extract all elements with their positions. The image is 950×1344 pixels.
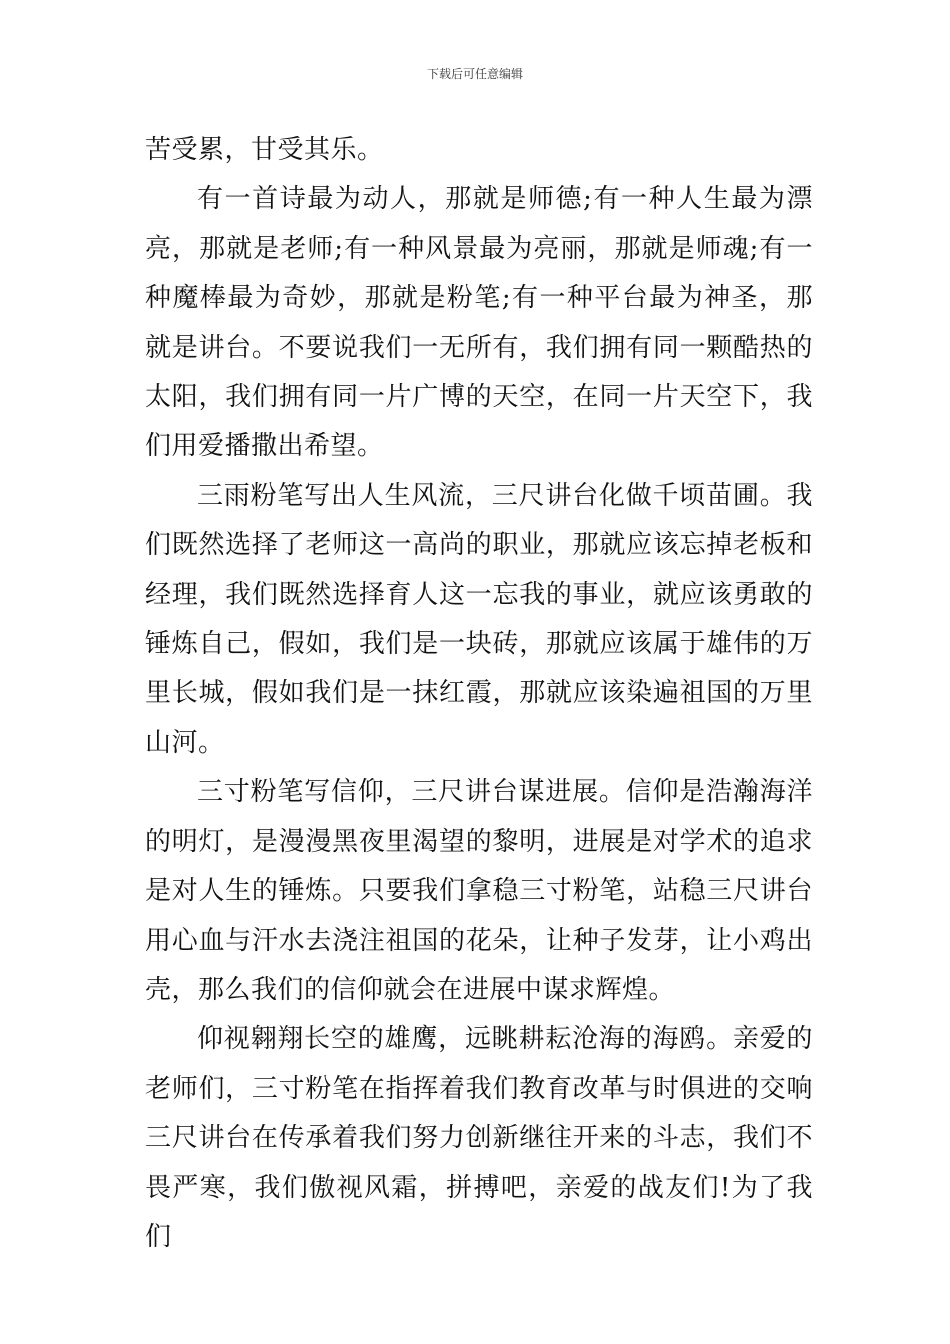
document-body	[145, 126, 813, 1262]
page-header-note: 下载后可任意编辑	[426, 67, 523, 81]
paragraph-3: 三雨粉笔写出人生风流，三尺讲台化做千顷苗圃。我们既然选择了老师这一高尚的职业，那就应该忘掉老板和经理，我们既然选择育人这一忘我的事业，就应该勇敢的锤炼自己，假如，我们是一块砖，那就应该属于雄伟的万里长城，假如我们是一抹红霞，那就应该染遍祖国的万里山河。	[145, 480, 813, 758]
paragraph-4: 三寸粉笔写信仰，三尺讲台谋进展。信仰是浩瀚海洋的明灯，是漫漫黑夜里渴望的黎明，进展是对学术的追求是对人生的锤炼。只要我们拿稳三寸粉笔，站稳三尺讲台用心血与汗水去浇注祖国的花朵，让种子发芽，让小鸡出壳，那么我们的信仰就会在进展中谋求辉煌。	[145, 777, 813, 1005]
paragraph-1: 苦受累，甘受其乐。	[145, 135, 384, 165]
paragraph-2: 有一首诗最为动人，那就是师德;有一种人生最为漂亮，那就是老师;有一种风景最为亮丽，那就是师魂;有一种魔棒最为奇妙，那就是粉笔;有一种平台最为神圣，那就是讲台。不要说我们一无所有，我们拥有同一颗酷热的太阳，我们拥有同一片广博的天空，在同一片天空下，我们用爱播撒出希望。	[145, 184, 813, 462]
paragraph-5: 仰视翱翔长空的雄鹰，远眺耕耘沧海的海鸥。亲爱的老师们，三寸粉笔在指挥着我们教育改革与时俱进的交响三尺讲台在传承着我们努力创新继往开来的斗志，我们不畏严寒，我们傲视风霜，拼搏吧，亲爱的战友们!为了我们	[145, 1024, 813, 1252]
